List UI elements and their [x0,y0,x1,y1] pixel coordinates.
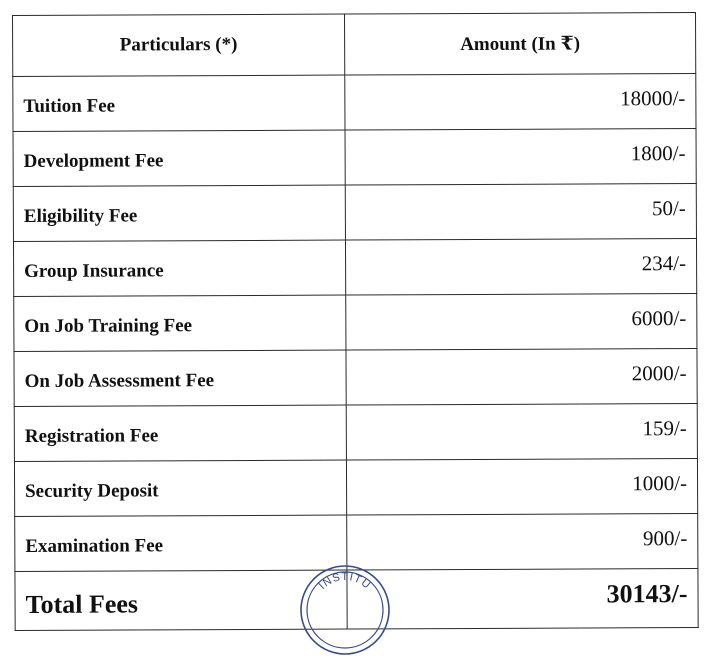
row-amount-group-insurance: 234/- [345,239,696,296]
row-particular-eligibility-fee: Eligibility Fee [13,185,345,241]
row-particular-group-insurance: Group Insurance [13,240,345,296]
row-amount-development-fee: 1800/- [345,129,696,186]
row-amount-tuition-fee: 18000/- [345,74,696,131]
institute-seal-icon [297,562,393,658]
table-row [13,129,696,187]
row-amount-registration-fee: 159/- [346,404,697,461]
total-amount: 30143/- [347,569,698,630]
table-row [14,294,697,352]
row-particular-registration-fee: Registration Fee [14,405,346,461]
row-amount-eligibility-fee: 50/- [345,184,696,241]
table-row [14,459,697,517]
row-amount-examination-fee: 900/- [347,514,698,571]
row-amount-on-job-assessment-fee: 2000/- [346,349,697,406]
row-particular-on-job-training-fee: On Job Training Fee [14,295,346,351]
row-particular-tuition-fee: Tuition Fee [13,75,345,131]
table-row [13,184,696,242]
row-particular-on-job-assessment-fee: On Job Assessment Fee [14,350,346,406]
row-particular-development-fee: Development Fee [13,130,345,186]
table-row [14,349,697,407]
total-label: Total Fees [15,570,347,630]
row-amount-security-deposit: 1000/- [346,459,697,516]
header-particulars: Particulars (*) [13,14,345,76]
fee-structure-table [12,12,699,631]
table-header-row [13,13,696,77]
table-row [14,404,697,462]
table-row [13,74,696,132]
header-amount: Amount (In ₹) [344,13,695,76]
row-amount-on-job-training-fee: 6000/- [346,294,697,351]
table-row [13,239,696,297]
svg-text:INSTITU [317,571,374,592]
row-particular-security-deposit: Security Deposit [14,460,346,516]
seal-text: INSTITU [316,570,374,592]
row-particular-examination-fee: Examination Fee [15,515,347,571]
